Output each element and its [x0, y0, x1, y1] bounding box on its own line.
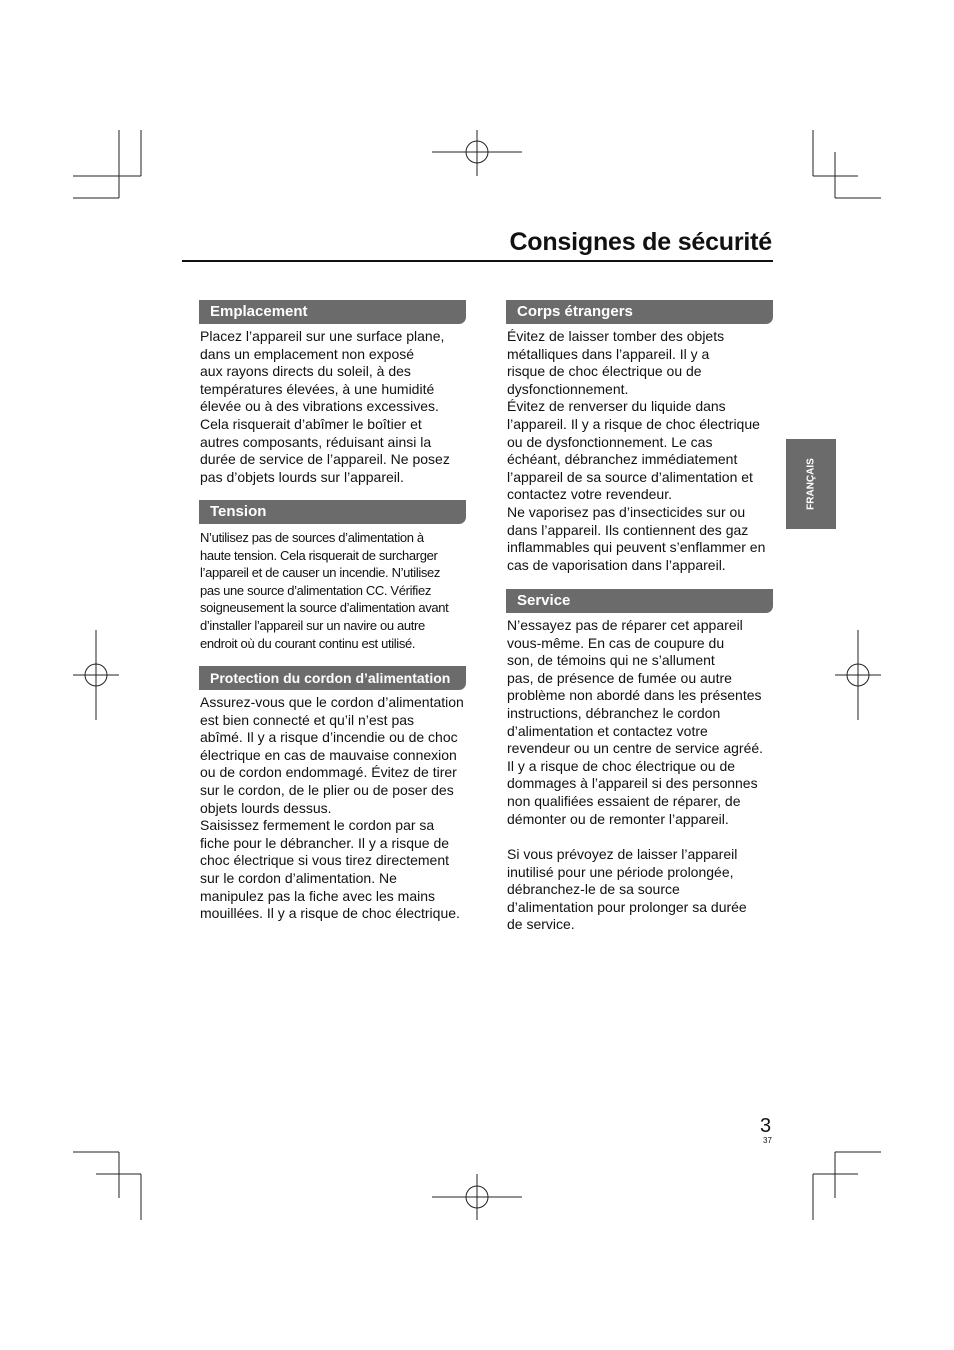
- section-text-tension: N’utilisez pas de sources d’alimentation à haute tension. Cela risquerait de surcharger l’appareil et de causer un incendie. N’utilisez pas une source d’alimentation CC. Vérifiez soigneusement la source d’alimentation avant d’installer l’appareil sur un navire ou autre endroit où du courant continu est utilisé.: [200, 530, 449, 651]
- page-sub-number: 37: [763, 1136, 772, 1145]
- section-heading-tension: Tension: [199, 500, 466, 524]
- registration-mark-bottom: [432, 1174, 522, 1220]
- registration-mark-top: [432, 130, 522, 176]
- section-text-corps-etrangers: Évitez de laisser tomber des objets métalliques dans l’appareil. Il y a risque de choc électrique ou de dysfonctionnement. Évitez de renverser du liquide dans l’appareil. Il y a risque de choc électrique ou de dysfonctionnement. Le cas échéant, débranchez immédiatement l’appareil de sa source d’alimentation et contactez votre revendeur. Ne vaporisez pas d’insecticides sur ou dans l’appareil. Ils contiennent des gaz inflammables qui peuvent s’enflammer en cas de vaporisation dans l’appareil.: [507, 328, 766, 573]
- section-heading-emplacement: Emplacement: [199, 300, 466, 324]
- page-number: 3: [760, 1115, 772, 1137]
- section-text-service-storage: Si vous prévoyez de laisser l’appareil inutilisé pour une période prolongée, débranchez-le de sa source d’alimentation pour prolonger sa durée de service.: [507, 846, 747, 933]
- page-title: Consignes de sécurité: [509, 228, 772, 256]
- section-text-cordon: Assurez-vous que le cordon d’alimentation est bien connecté et qu’il n’est pas abîmé. Il y a risque d’incendie ou de choc électrique en cas de mauvaise connexion ou de cordon endommagé. Évitez de tirer sur le cordon, de le plier ou de poser des objets lourds dessus. Saisissez fermement le cordon par sa fiche pour le débrancher. Il y a risque de choc électrique si vous tirez directement sur le cordon d’alimentation. Ne manipulez pas la fiche avec les mains mouillées. Il y a risque de choc électrique.: [200, 694, 464, 922]
- title-rule: [182, 260, 773, 262]
- section-text-service: N’essayez pas de réparer cet appareil vous-même. En cas de coupure du son, de témoins qui ne s’allument pas, de présence de fumée ou autre problème non abordé dans les présentes instructions, débranchez le cordon d’alimentation et contactez votre revendeur ou un centre de service agréé. Il y a risque de choc électrique ou de dommages à l’appareil si des personnes non qualifiées essaient de réparer, de démonter ou de remonter l’appareil.: [507, 617, 764, 827]
- section-text-emplacement: Placez l’appareil sur une surface plane, dans un emplacement non exposé aux rayons directs du soleil, à des températures élevées, à une humidité élevée ou à des vibrations excessives. Cela risquerait d’abîmer le boîtier et autres composants, réduisant ainsi la durée de service de l’appareil. Ne posez pas d’objets lourds sur l’appareil.: [200, 328, 450, 485]
- section-heading-corps-etrangers: Corps étrangers: [506, 300, 773, 324]
- language-tab: [786, 439, 836, 529]
- section-heading-service: Service: [506, 589, 773, 613]
- registration-mark-right: [835, 630, 881, 720]
- language-tab-label: FRANÇAIS: [805, 458, 817, 510]
- registration-mark-left: [73, 630, 119, 720]
- section-heading-cordon: Protection du cordon d’alimentation: [199, 666, 466, 690]
